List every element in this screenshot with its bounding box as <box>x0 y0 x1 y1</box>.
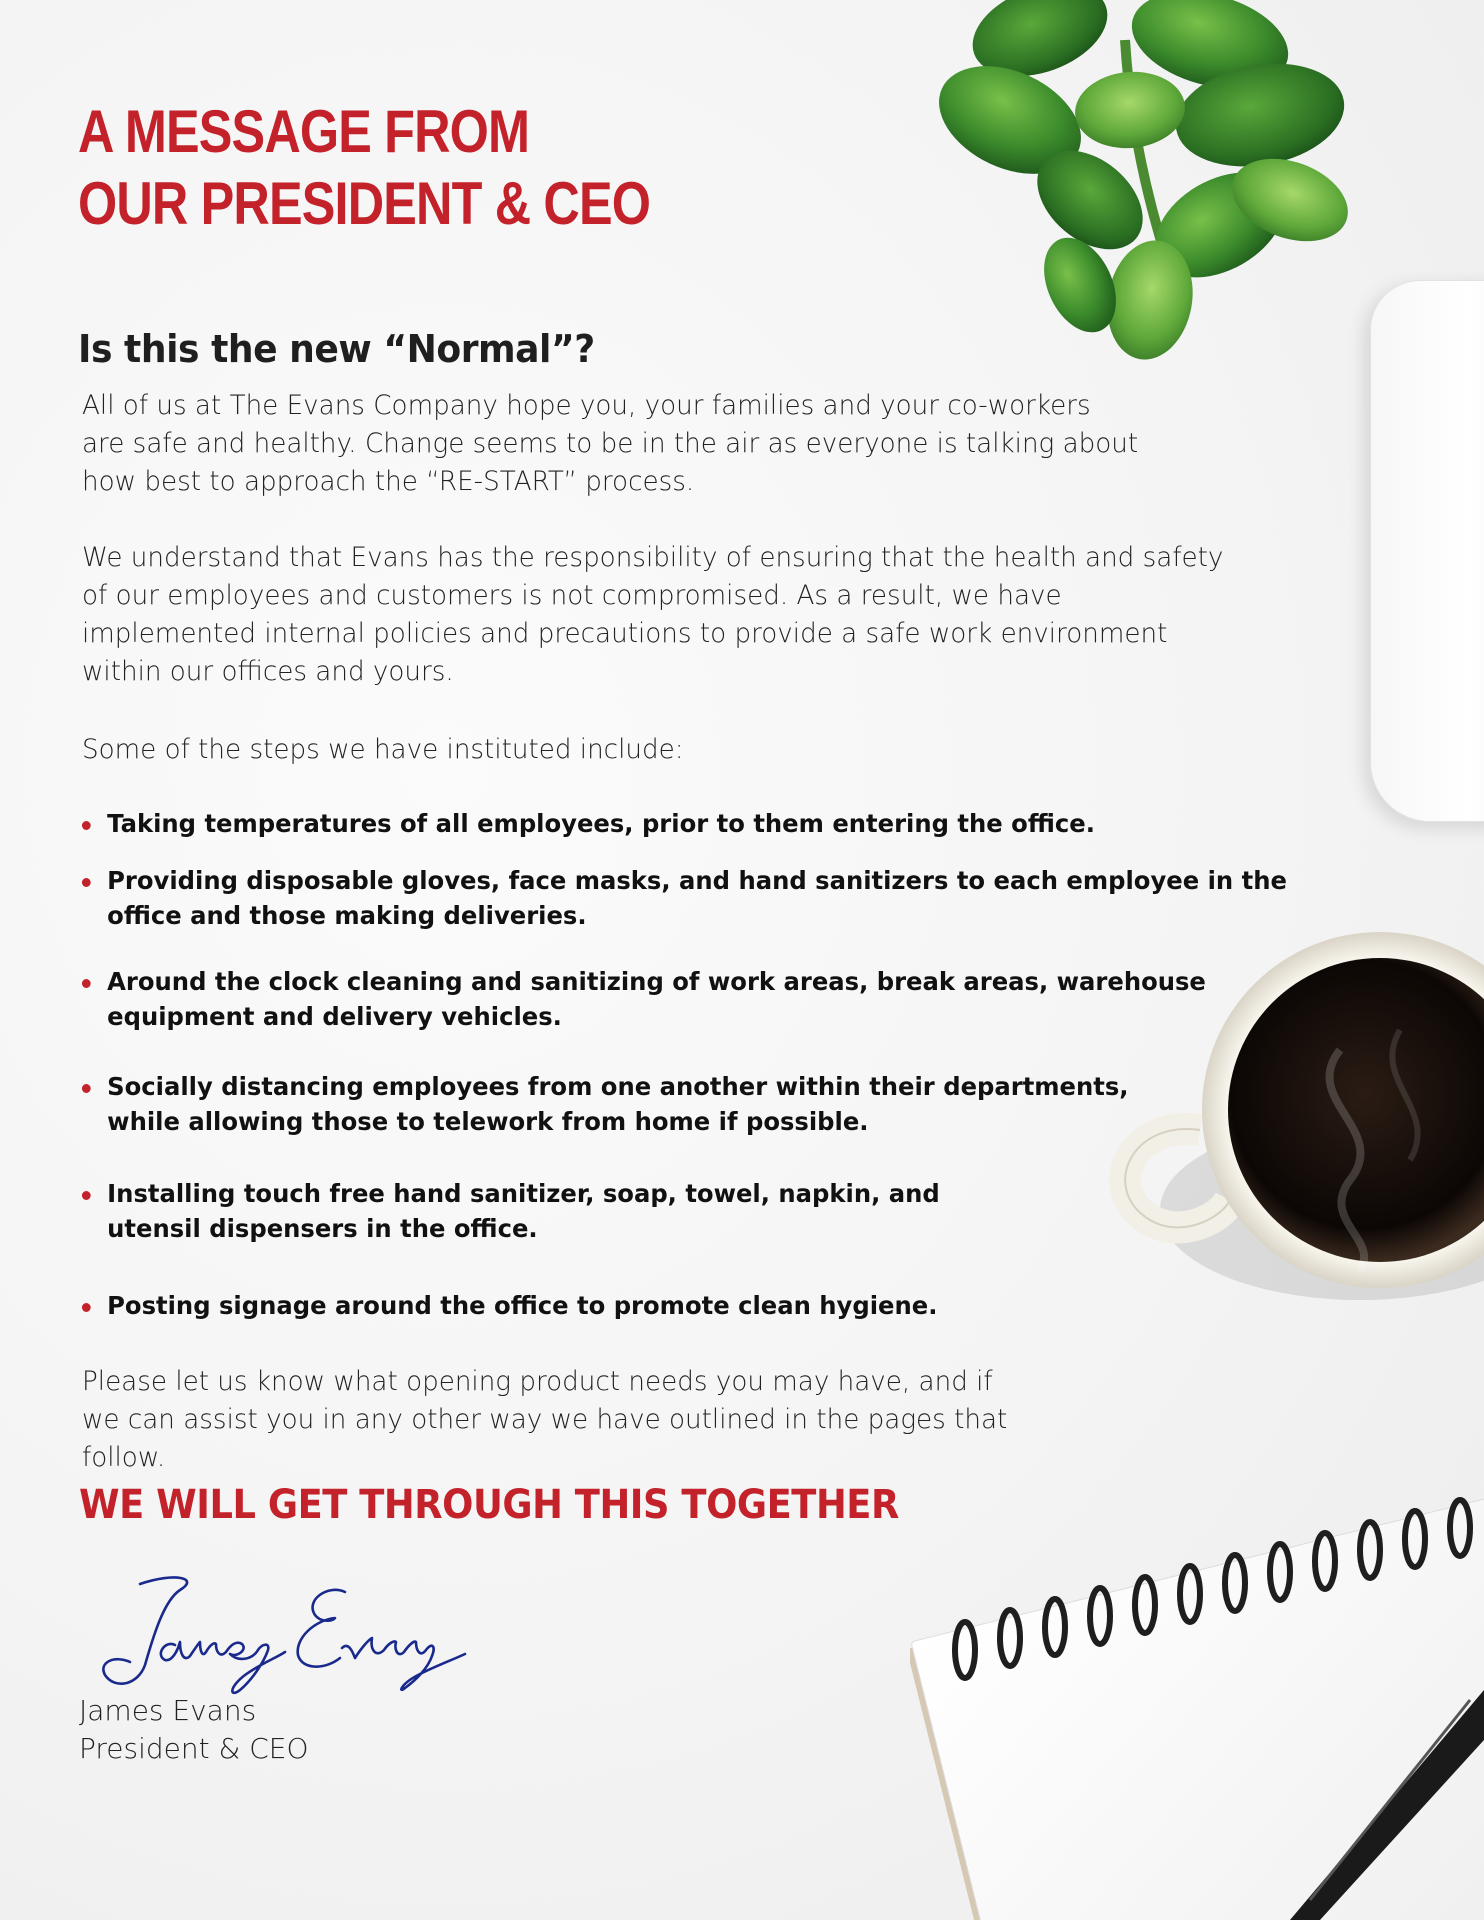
step-line: Installing touch free hand sanitizer, soap, towel, napkin, and <box>107 1179 940 1208</box>
step-line: Providing disposable gloves, face masks, and hand sanitizers to each employee in the <box>107 866 1287 895</box>
steps-intro <box>82 731 1343 769</box>
responsibility-line: We understand that Evans has the responsibility of ensuring that the health and safety <box>82 542 1224 573</box>
step-line: Around the clock cleaning and sanitizing of work areas, break areas, warehouse <box>107 967 1206 996</box>
list-item <box>80 1176 940 1246</box>
list-item <box>80 806 1095 841</box>
closing-line: we can assist you in any other way we have outlined in the pages that <box>82 1404 1008 1435</box>
notebook-image <box>910 1450 1484 1920</box>
step-line: Posting signage around the office to promote clean hygiene. <box>107 1291 938 1320</box>
page-title <box>78 96 650 240</box>
list-item <box>80 964 1206 1034</box>
step-line: Socially distancing employees from one another within their departments, <box>107 1072 1129 1101</box>
steps-intro-text: Some of the steps we have instituted include: <box>82 734 684 765</box>
closing-paragraph <box>82 1363 1343 1477</box>
bullet-dot-icon <box>82 821 91 830</box>
intro-line: how best to approach the “RE-START” process. <box>82 466 695 497</box>
bullet-dot-icon <box>82 1191 91 1200</box>
bullet-dot-icon <box>82 979 91 988</box>
step-line: equipment and delivery vehicles. <box>107 1002 562 1031</box>
list-item <box>80 1069 1129 1139</box>
list-item <box>80 863 1287 933</box>
closing-line: follow. <box>82 1442 166 1473</box>
closing-line: Please let us know what opening product needs you may have, and if <box>82 1366 993 1397</box>
responsibility-line: implemented internal policies and precautions to provide a safe work environment <box>82 618 1168 649</box>
title-line-2: OUR PRESIDENT & CEO <box>78 170 651 237</box>
bullet-dot-icon <box>82 1084 91 1093</box>
responsibility-line: of our employees and customers is not compromised. As a result, we have <box>82 580 1062 611</box>
intro-line: are safe and healthy. Change seems to be in the air as everyone is talking about <box>82 428 1139 459</box>
step-line: while allowing those to telework from home if possible. <box>107 1107 869 1136</box>
subheading: Is this the new “Normal”? <box>78 327 595 371</box>
step-line: utensil dispensers in the office. <box>107 1214 538 1243</box>
step-line: Taking temperatures of all employees, prior to them entering the office. <box>107 809 1095 838</box>
responsibility-line: within our offices and yours. <box>82 656 454 687</box>
responsibility-paragraph <box>82 539 1343 691</box>
plant-image <box>880 0 1400 380</box>
laptop-image <box>1370 280 1484 822</box>
step-line: office and those making deliveries. <box>107 901 587 930</box>
signature-image <box>80 1570 480 1700</box>
title-line-1: A MESSAGE FROM <box>78 98 530 165</box>
bullet-dot-icon <box>82 1303 91 1312</box>
intro-paragraph <box>82 387 1343 501</box>
bullet-dot-icon <box>82 878 91 887</box>
intro-line: All of us at The Evans Company hope you, your families and your co-workers <box>82 390 1091 421</box>
signer-title: President & CEO <box>79 1732 309 1765</box>
list-item <box>80 1288 937 1323</box>
signer-name: James Evans <box>79 1694 257 1727</box>
tagline: WE WILL GET THROUGH THIS TOGETHER <box>79 1482 899 1528</box>
signer-block <box>79 1692 309 1768</box>
